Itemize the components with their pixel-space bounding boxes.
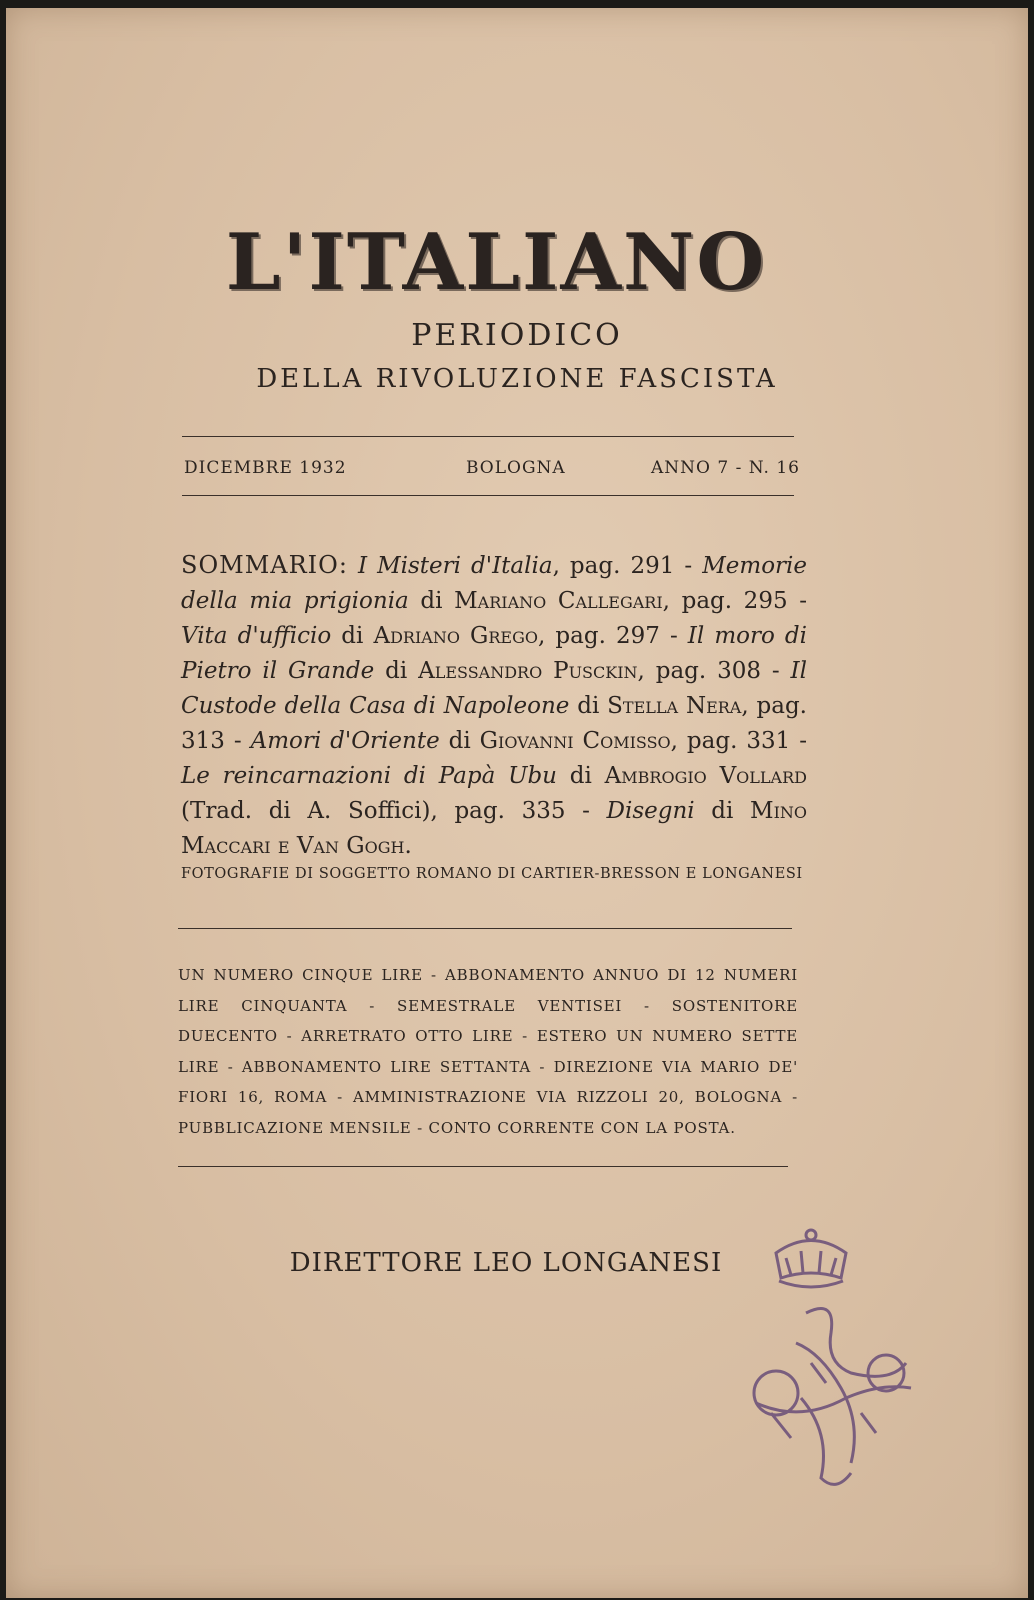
toc-title: Vita d'ufficio — [181, 623, 332, 649]
subscription-info: UN NUMERO CINQUE LIRE - ABBONAMENTO ANNUO DI 12 NUMERI LIRE CINQUANTA - SEMESTRALE VENTISEI - SOSTENITORE DUECENTO - ARRETRATO OTTO LIRE - ESTERO UN NUMERO SETTE LIRE - ABBONAMENTO LIRE SETTANTA - DIREZIONE VIA MARIO DE' FIORI 16, ROMA - AMMINISTRAZIONE VIA RIZZOLI 20, BOLOGNA - PUBBLICAZIONE MENSILE - CONTO CORRENTE CON LA POSTA. — [178, 966, 798, 1137]
masthead — [166, 218, 826, 308]
issue-city: BOLOGNA — [466, 458, 566, 478]
photo-credits: FOTOGRAFIE DI SOGGETTO ROMANO DI CARTIER-BRESSON E LONGANESI — [181, 866, 803, 882]
toc-page: , pag. 313 — [181, 693, 807, 754]
toc-author: Alessandro Pusckin — [418, 658, 638, 684]
issue-number: ANNO 7 - N. 16 — [651, 458, 800, 478]
toc-page: , pag. 297 — [538, 623, 660, 649]
toc-page: , pag. 335 — [430, 798, 566, 824]
toc-title: Il Custode della Casa di Napoleone — [181, 658, 807, 719]
toc-page: , pag. 291 — [552, 553, 675, 579]
toc-author: Stella Nera — [607, 693, 742, 719]
toc-title: Disegni — [589, 798, 695, 824]
toc-entry: Le reincarnazioni di Papà Ubu di Ambrogio Vollard (Trad. di A. Soffici), pag. 335 - — [181, 763, 807, 824]
toc-author: Adriano Grego — [373, 623, 539, 649]
toc-entry: Memorie della mia prigionia di Mariano Callegari, pag. 295 - — [181, 553, 808, 614]
masthead-title: L'ITALIANO — [225, 217, 767, 308]
toc-author: Giovanni Comisso — [479, 728, 671, 754]
issue-date: DICEMBRE 1932 — [184, 458, 347, 478]
toc-title: Memorie della mia prigionia — [181, 553, 808, 614]
toc-page: , pag. 308 — [637, 658, 761, 684]
crown-monogram-stamp-icon — [741, 1223, 931, 1513]
divider — [178, 1166, 788, 1167]
toc-entries — [181, 553, 807, 859]
toc-note: (Trad. di A. Soffici) — [181, 798, 431, 824]
page — [6, 8, 1028, 1598]
toc-author: Mariano Callegari — [454, 588, 663, 614]
sommario-label: SOMMARIO: — [181, 551, 348, 579]
toc-title: I Misteri d'Italia — [357, 553, 553, 579]
toc-entry: Disegni di Mino Maccari e Van Gogh. — [181, 798, 808, 859]
toc-page: , pag. 331 — [670, 728, 791, 754]
toc-author: Mino Maccari e Van Gogh. — [181, 798, 808, 859]
divider — [182, 436, 794, 437]
toc-entry: I Misteri d'Italia, pag. 291 - — [357, 553, 693, 579]
toc-entry: Il moro di Pietro il Grande di Alessandro Pusckin, pag. 308 - — [181, 623, 807, 684]
table-of-contents — [181, 548, 807, 864]
subtitle: DELLA RIVOLUZIONE FASCISTA — [256, 364, 778, 394]
divider — [178, 928, 792, 929]
toc-author: Ambrogio Vollard — [604, 763, 807, 789]
director-line: DIRETTORE LEO LONGANESI — [289, 1248, 723, 1278]
toc-entry: Vita d'ufficio di Adriano Grego, pag. 297 - — [181, 623, 678, 649]
divider — [182, 495, 794, 496]
toc-entry: Il Custode della Casa di Napoleone di Stella Nera, pag. 313 - — [181, 658, 807, 754]
toc-entry: Amori d'Oriente di Giovanni Comisso, pag. 331 - — [241, 728, 807, 754]
periodico-label: PERIODICO — [411, 318, 623, 353]
toc-page: , pag. 295 — [662, 588, 788, 614]
toc-title: Le reincarnazioni di Papà Ubu — [181, 763, 557, 789]
toc-title: Il moro di Pietro il Grande — [181, 623, 807, 684]
toc-title: Amori d'Oriente — [241, 728, 440, 754]
